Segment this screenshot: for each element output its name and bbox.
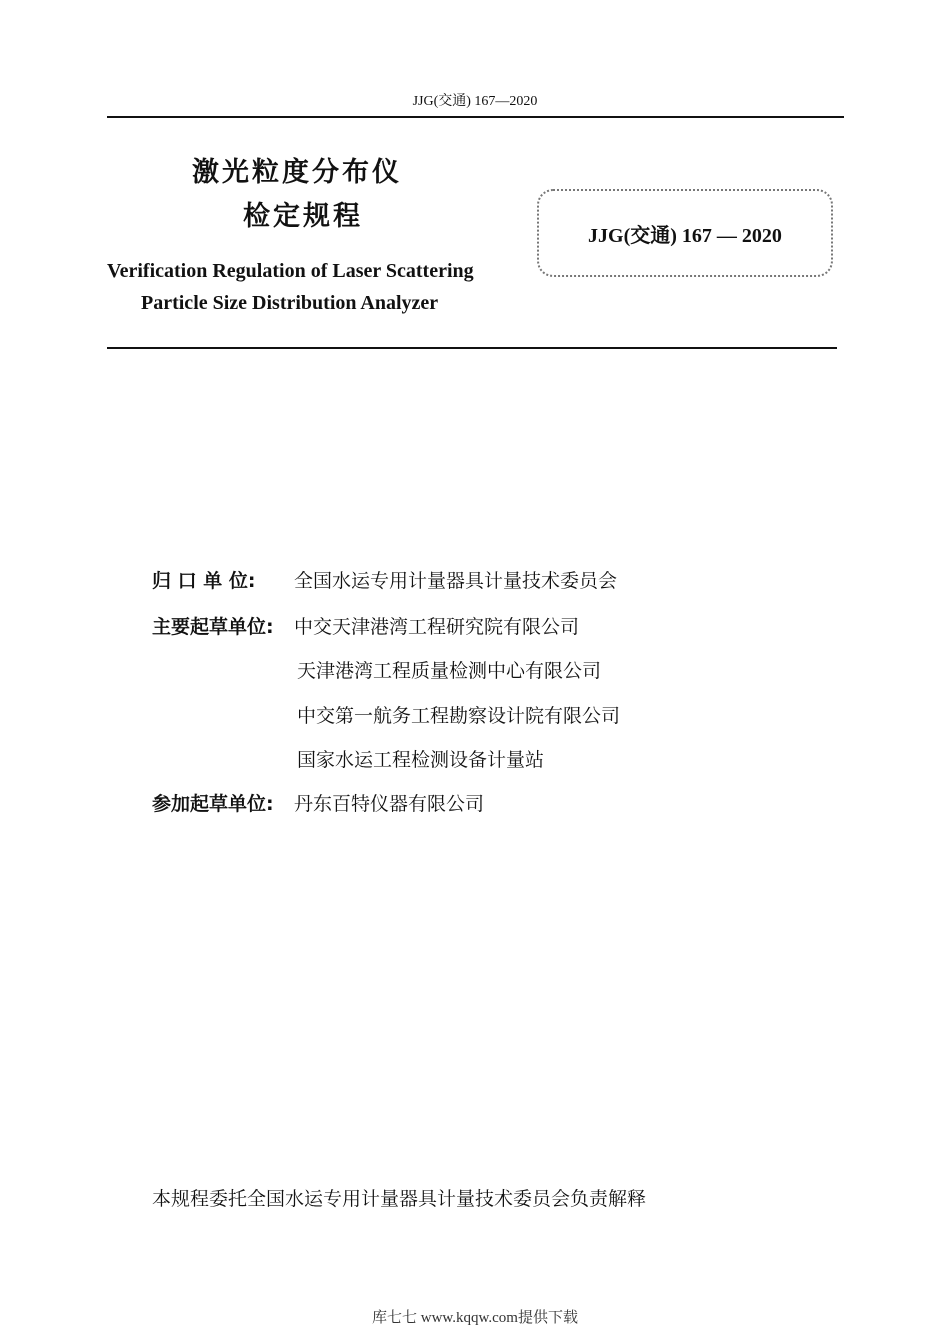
main-label: 主要起草单位: xyxy=(152,616,274,638)
standard-code-box: JJG(交通) 167 — 2020 xyxy=(537,189,833,277)
title-rule xyxy=(107,347,837,349)
interpretation-note: 本规程委托全国水运专用计量器具计量技术委员会负责解释 xyxy=(152,1188,647,1210)
participating-label: 参加起草单位: xyxy=(152,793,274,815)
title-en-line2: Particle Size Distribution Analyzer xyxy=(141,292,439,314)
main-drafter-item: 国家水运工程检测设备计量站 xyxy=(297,749,545,771)
header-rule xyxy=(107,116,844,118)
responsible-label: 归 口 单 位: xyxy=(152,570,256,592)
title-en-line1: Verification Regulation of Laser Scattering xyxy=(107,260,474,282)
participating-row xyxy=(152,789,484,816)
title-cn-line2: 检定规程 xyxy=(243,201,363,232)
watermark: 库七七 www.kqqw.com提供下载 xyxy=(372,1310,578,1326)
main-drafter-item: 天津港湾工程质量检测中心有限公司 xyxy=(297,660,602,682)
title-cn-line1: 激光粒度分布仪 xyxy=(192,157,402,188)
responsible-value: 全国水运专用计量器具计量技术委员会 xyxy=(294,570,618,592)
running-header: JJG(交通) 167—2020 xyxy=(412,94,538,109)
participating-value: 丹东百特仪器有限公司 xyxy=(294,793,485,815)
main-drafter-item: 中交第一航务工程勘察设计院有限公司 xyxy=(297,705,621,727)
main-drafter-row xyxy=(152,612,579,639)
responsible-unit-row xyxy=(152,566,617,593)
main-value: 中交天津港湾工程研究院有限公司 xyxy=(294,616,580,638)
